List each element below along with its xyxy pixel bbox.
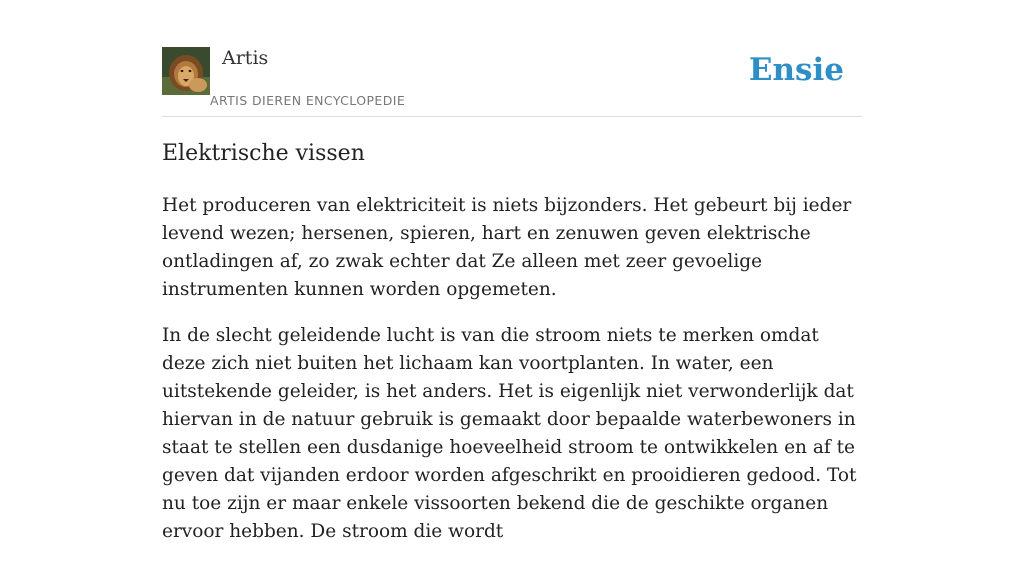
article-body	[162, 192, 862, 564]
publisher-header	[162, 46, 862, 117]
article-paragraph: In de slecht geleidende lucht is van die stroom niets te merken omdat deze zich niet buiten het lichaam kan voortplanten. In water, een uitstekende geleider, is het anders. Het is eigenlijk niet verwonderlijk dat hiervan in de natuur gebruik is gemaakt door bepaalde waterbewoners in staat te stellen een dusdanige hoeveelheid stroom te ontwikkelen en af te geven dat vijanden erdoor worden afgeschrikt en prooidieren gedood. Tot nu toe zijn er maar enkele vissoorten bekend die de geschikte organen ervoor hebben. De stroom die wordt	[162, 325, 857, 542]
brand-logo[interactable]: Ensie	[748, 52, 844, 88]
publisher-subtitle: ARTIS DIEREN ENCYCLOPEDIE	[210, 93, 406, 108]
article-title: Elektrische vissen	[162, 141, 365, 166]
article-paragraph: Het produceren van elektriciteit is niets bijzonders. Het gebeurt bij ieder levend wezen; hersenen, spieren, hart en zenuwen geven elektrische ontladingen af, zo zwak echter dat Ze alleen met zeer gevoelige instrumenten kunnen worden opgemeten.	[162, 195, 852, 300]
lion-avatar-icon[interactable]	[162, 47, 210, 95]
publisher-name[interactable]: Artis	[222, 47, 269, 69]
